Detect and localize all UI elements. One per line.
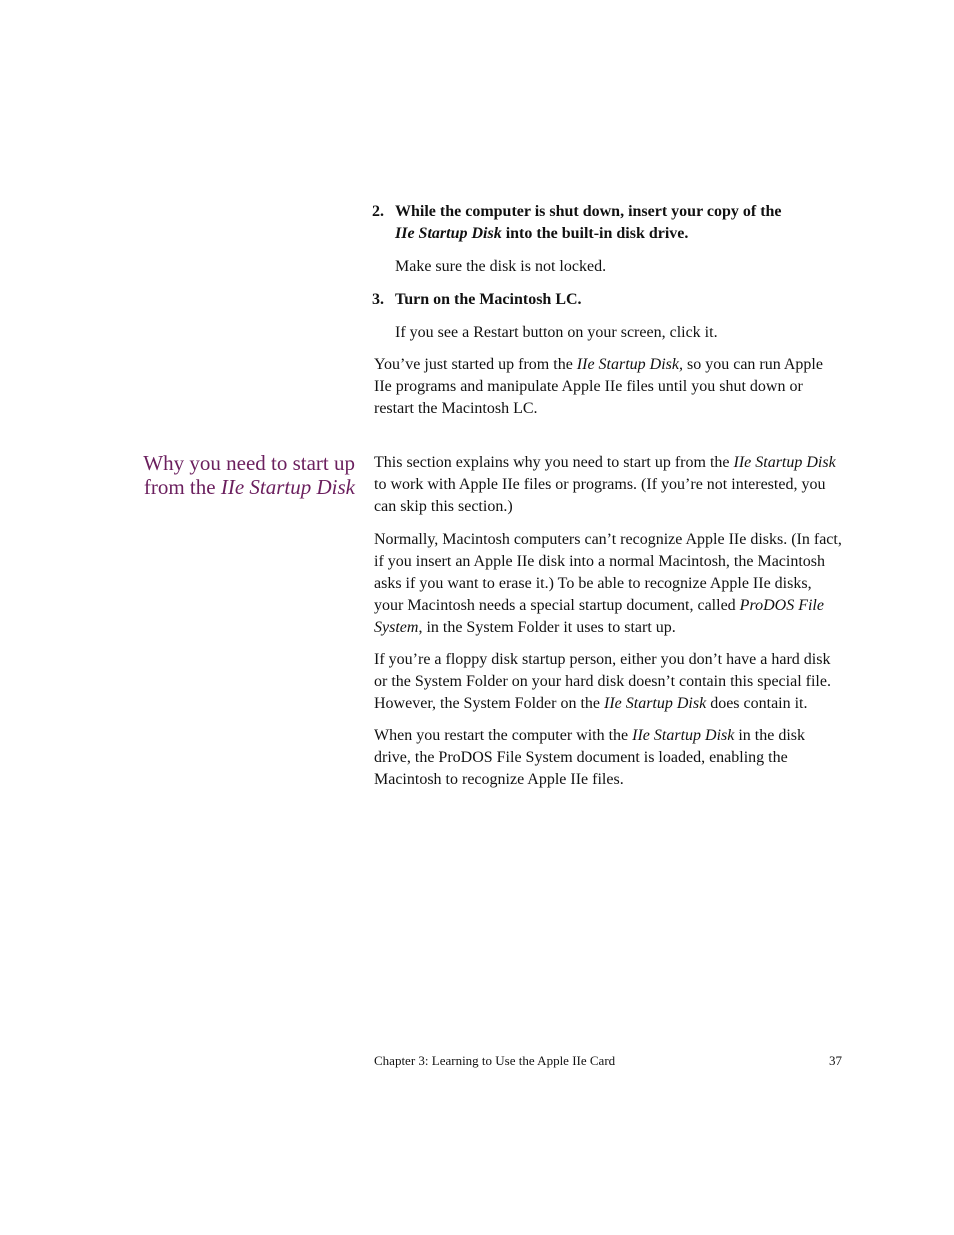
section-heading-line2 [120, 475, 355, 499]
summary-text-b: so you can run Apple IIe programs and manipulate Apple IIe files until you shut down or restart the Macintosh LC. [374, 356, 823, 417]
page-number: 37 [829, 1053, 842, 1068]
para-3-italic: IIe Startup Disk [603, 695, 707, 712]
section-paragraph-4 [374, 725, 844, 791]
section-paragraph-3 [374, 649, 844, 715]
step-3-text: Turn on the Macintosh LC. [395, 291, 582, 308]
step-3 [372, 289, 832, 311]
para-2-text-a: Normally, Macintosh computers can’t recognize Apple IIe disks. (In fact, if you insert an Apple IIe disk into a normal Macintosh, the Macintosh asks if you want to erase it.) To be able to recognize Apple IIe disks, your Macintosh needs a special startup document, called [374, 531, 842, 614]
para-1-text-a: This section explains why you need to start up from the [374, 454, 734, 471]
step-3-number: 3. [372, 291, 384, 308]
para-4-italic: IIe Startup Disk [632, 727, 735, 744]
step-3-note: If you see a Restart button on your screen, click it. [395, 324, 718, 341]
para-1-italic: IIe Startup Disk [733, 454, 836, 471]
para-2-italic: ProDOS File System [374, 597, 824, 636]
para-4-text-b: in the disk drive, the ProDOS File System document is loaded, enabling the Macintosh to recognize Apple IIe files. [374, 727, 806, 788]
para-2-text-b: , in the System Folder it uses to start up. [418, 619, 676, 636]
para-3-text-b: does contain it. [706, 695, 808, 712]
step-2-disk-name: IIe Startup Disk [395, 225, 502, 242]
section-heading-italic: IIe Startup Disk [220, 475, 355, 499]
para-1-text-b: to work with Apple IIe files or programs. (If you’re not interested, you can skip this section.) [374, 476, 826, 515]
section-paragraph-2 [374, 529, 844, 639]
para-4-text-a: When you restart the computer with the [374, 727, 633, 744]
section-heading [120, 451, 355, 499]
step-2-text-a: While the computer is shut down, insert your copy of the [395, 203, 782, 220]
summary-text-a: You’ve just started up from the [374, 356, 577, 373]
step-2 [372, 201, 832, 245]
para-3-text-a: If you’re a floppy disk startup person, either you don’t have a hard disk or the System Folder on your hard disk doesn’t contain this special file. However, the System Folder on the [374, 651, 831, 712]
step-2-text-b: into the built-in disk drive. [501, 225, 689, 242]
section-paragraph-1 [374, 452, 844, 518]
step-2-number: 2. [372, 203, 384, 220]
summary-paragraph [374, 354, 844, 420]
section-heading-line1: Why you need to start up [143, 451, 355, 475]
summary-disk-name: IIe Startup Disk, [576, 356, 683, 373]
step-2-note: Make sure the disk is not locked. [395, 258, 607, 275]
section-heading-plain: from the [143, 475, 221, 499]
footer-chapter: Chapter 3: Learning to Use the Apple IIe Card [374, 1053, 616, 1068]
